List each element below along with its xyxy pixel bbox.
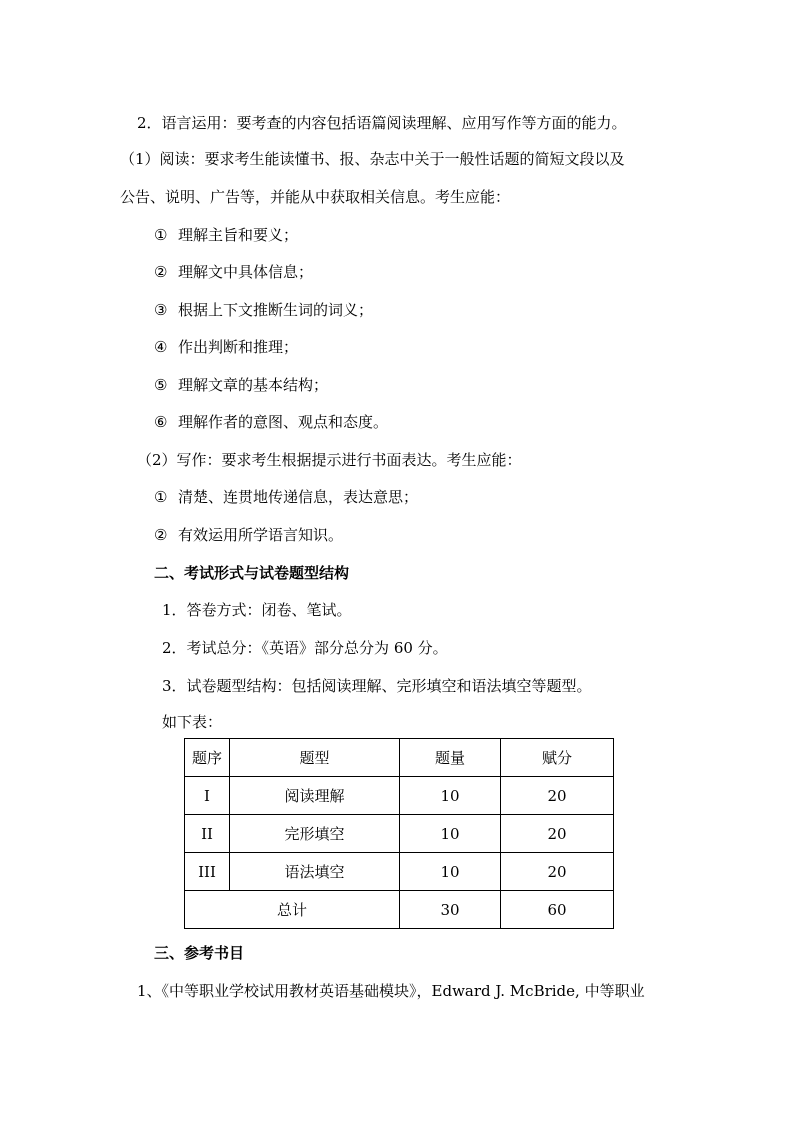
reference-item: 1、《中等职业学校试用教材英语基础模块》，Edward J. McBride, 中等职业	[137, 982, 645, 1000]
item-text: 有效运用所学语言知识。	[178, 526, 344, 544]
table-cell: 10	[400, 777, 501, 815]
table-total-row	[185, 891, 614, 929]
reading-item	[154, 375, 328, 395]
table-cell: I	[185, 777, 230, 815]
table-cell: 20	[501, 853, 614, 891]
item-number: ④	[154, 338, 168, 356]
item-text: 理解作者的意图、观点和态度。	[178, 413, 389, 431]
table-cell: 阅读理解	[230, 777, 400, 815]
table-row	[185, 853, 614, 891]
reading-item	[154, 412, 388, 432]
table-cell: 10	[400, 853, 501, 891]
section-heading-references: 三、参考书目	[154, 944, 245, 962]
reading-item	[154, 300, 373, 320]
exam-format-item: 3．试卷题型结构：包括阅读理解、完形填空和语法填空等题型。	[162, 677, 592, 695]
exam-format-item: 1．答卷方式：闭卷、笔试。	[162, 601, 352, 619]
section-heading-exam-format: 二、考试形式与试卷题型结构	[154, 564, 350, 582]
item-number: ⑥	[154, 413, 168, 431]
section2-item2: 2．语言运用：要考查的内容包括语篇阅读理解、应用写作等方面的能力。	[137, 114, 627, 132]
table-row	[185, 815, 614, 853]
table-cell: II	[185, 815, 230, 853]
header-cell: 题量	[400, 739, 501, 777]
item-text: 清楚、连贯地传递信息，表达意思；	[178, 488, 419, 506]
item-text: 理解文中具体信息；	[178, 263, 314, 281]
reading-item	[154, 262, 313, 282]
item-number: ③	[154, 301, 168, 319]
reading-item	[154, 337, 298, 357]
header-cell: 赋分	[501, 739, 614, 777]
reading-intro-line2: 公告、说明、广告等，并能从中获取相关信息。考生应能：	[120, 188, 511, 206]
total-score-cell: 60	[501, 891, 614, 929]
table-header-row	[185, 739, 614, 777]
header-cell: 题型	[230, 739, 400, 777]
item-text: 理解文章的基本结构；	[178, 376, 329, 394]
writing-item	[154, 487, 418, 507]
table-cell: 20	[501, 815, 614, 853]
item-number: ①	[154, 488, 168, 506]
item-text: 理解主旨和要义；	[178, 226, 299, 244]
item-text: 作出判断和推理；	[178, 338, 299, 356]
item-number: ⑤	[154, 376, 168, 394]
table-cell: 语法填空	[230, 853, 400, 891]
item-number: ②	[154, 263, 168, 281]
table-cell: 完形填空	[230, 815, 400, 853]
table-row	[185, 777, 614, 815]
exam-format-item: 2．考试总分：《英语》部分总分为 60 分。	[162, 639, 448, 657]
total-count-cell: 30	[400, 891, 501, 929]
table-cell: III	[185, 853, 230, 891]
table-caption: 如下表：	[162, 713, 223, 731]
question-type-table	[184, 738, 614, 929]
writing-intro: （2）写作：要求考生根据提示进行书面表达。考生应能：	[137, 451, 522, 469]
header-cell: 题序	[185, 739, 230, 777]
item-number: ②	[154, 526, 168, 544]
total-label-cell: 总计	[185, 891, 400, 929]
table-cell: 10	[400, 815, 501, 853]
table-cell: 20	[501, 777, 614, 815]
item-number: ①	[154, 226, 168, 244]
reading-intro-line1: （1）阅读：要求考生能读懂书、报、杂志中关于一般性话题的简短文段以及	[120, 150, 625, 168]
reading-item	[154, 225, 298, 245]
item-text: 根据上下文推断生词的词义；	[178, 301, 374, 319]
writing-item	[154, 525, 343, 545]
